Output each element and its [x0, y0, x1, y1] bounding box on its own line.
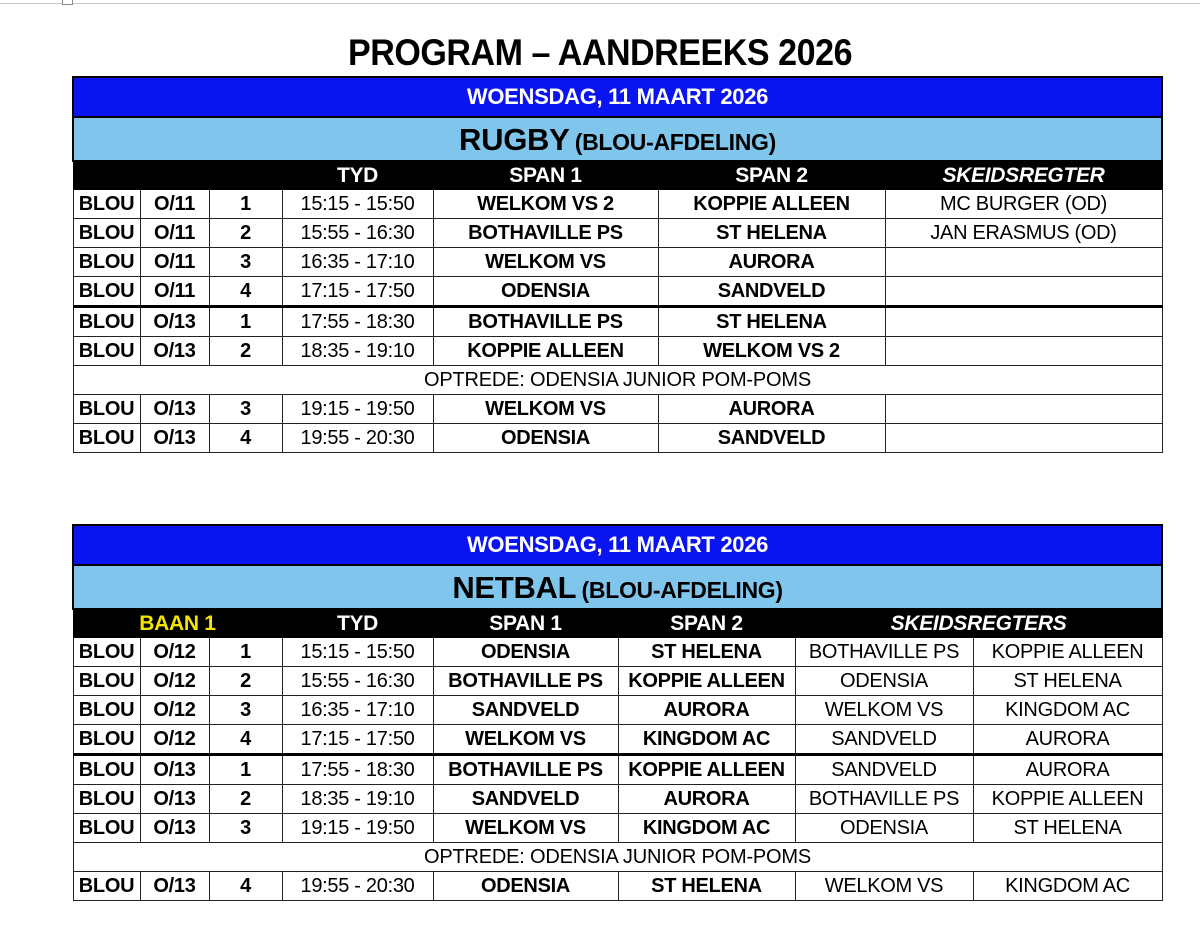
team1-cell: ODENSIA: [433, 638, 618, 667]
netball-division-label: (BLOU-AFDELING): [581, 576, 783, 603]
referee2-cell: ST HELENA: [973, 667, 1162, 696]
game-number-cell: 3: [209, 248, 282, 277]
team1-cell: WELKOM VS: [433, 248, 658, 277]
age-group-cell: O/11: [140, 190, 209, 219]
time-cell: 19:55 - 20:30: [282, 872, 433, 901]
division-cell: BLOU: [73, 395, 140, 424]
rugby-header-time: TYD: [282, 161, 433, 190]
referee-cell: [885, 395, 1162, 424]
age-group-cell: O/13: [140, 785, 209, 814]
table-row: [73, 424, 1162, 453]
referee2-cell: AURORA: [973, 725, 1162, 755]
game-number-cell: 3: [209, 696, 282, 725]
referee1-cell: WELKOM VS: [795, 696, 973, 725]
netball-header-row: [73, 609, 1162, 638]
division-cell: BLOU: [73, 725, 140, 755]
age-group-cell: O/12: [140, 725, 209, 755]
team2-cell: KINGDOM AC: [618, 725, 795, 755]
table-row: [73, 785, 1162, 814]
team2-cell: ST HELENA: [618, 872, 795, 901]
netball-schedule-table: [72, 524, 1163, 901]
time-cell: 16:35 - 17:10: [282, 248, 433, 277]
referee-cell: JAN ERASMUS (OD): [885, 219, 1162, 248]
team2-cell: KOPPIE ALLEEN: [658, 190, 885, 219]
time-cell: 15:55 - 16:30: [282, 667, 433, 696]
time-cell: 16:35 - 17:10: [282, 696, 433, 725]
time-cell: 17:55 - 18:30: [282, 755, 433, 785]
team1-cell: BOTHAVILLE PS: [433, 667, 618, 696]
age-group-cell: O/13: [140, 814, 209, 843]
team2-cell: AURORA: [658, 248, 885, 277]
text-boundary-marker: [62, 0, 73, 5]
division-cell: BLOU: [73, 785, 140, 814]
rugby-sport-row: [73, 117, 1162, 161]
table-row: [73, 248, 1162, 277]
team1-cell: SANDVELD: [433, 785, 618, 814]
table-row: [73, 667, 1162, 696]
referee1-cell: WELKOM VS: [795, 872, 973, 901]
table-row: [73, 872, 1162, 901]
referee-cell: [885, 248, 1162, 277]
referee1-cell: SANDVELD: [795, 725, 973, 755]
team2-cell: KOPPIE ALLEEN: [618, 755, 795, 785]
rugby-header-row: [73, 161, 1162, 190]
page-title: PROGRAM – AANDREEKS 2026: [347, 32, 853, 73]
game-number-cell: 4: [209, 277, 282, 307]
team2-cell: ST HELENA: [658, 219, 885, 248]
rugby-sport-name: RUGBY: [459, 121, 570, 157]
division-cell: BLOU: [73, 755, 140, 785]
game-number-cell: 4: [209, 424, 282, 453]
division-cell: BLOU: [73, 190, 140, 219]
team1-cell: WELKOM VS: [433, 725, 618, 755]
age-group-cell: O/13: [140, 755, 209, 785]
game-number-cell: 2: [209, 785, 282, 814]
referee2-cell: KINGDOM AC: [973, 872, 1162, 901]
table-row: [73, 307, 1162, 337]
rugby-performance-row: [73, 366, 1162, 395]
time-cell: 19:15 - 19:50: [282, 814, 433, 843]
game-number-cell: 1: [209, 638, 282, 667]
table-row: [73, 219, 1162, 248]
referee2-cell: KOPPIE ALLEEN: [973, 785, 1162, 814]
age-group-cell: O/12: [140, 696, 209, 725]
game-number-cell: 2: [209, 337, 282, 366]
time-cell: 18:35 - 19:10: [282, 785, 433, 814]
rugby-date: WOENSDAG, 11 MAART 2026: [73, 77, 1162, 117]
rugby-division-label: (BLOU-AFDELING): [574, 128, 776, 155]
netball-sport-name: NETBAL: [452, 569, 577, 605]
team1-cell: ODENSIA: [433, 277, 658, 307]
time-cell: 15:15 - 15:50: [282, 190, 433, 219]
game-number-cell: 3: [209, 814, 282, 843]
division-cell: BLOU: [73, 337, 140, 366]
time-cell: 17:15 - 17:50: [282, 725, 433, 755]
referee-cell: [885, 277, 1162, 307]
team2-cell: ST HELENA: [658, 307, 885, 337]
netball-performance-row: [73, 843, 1162, 872]
rugby-date-row: [73, 77, 1162, 117]
team2-cell: KINGDOM AC: [618, 814, 795, 843]
division-cell: BLOU: [73, 219, 140, 248]
netball-header-referees: SKEIDSREGTERS: [795, 609, 1162, 638]
age-group-cell: O/11: [140, 219, 209, 248]
table-row: [73, 725, 1162, 755]
division-cell: BLOU: [73, 667, 140, 696]
table-row: [73, 755, 1162, 785]
team2-cell: SANDVELD: [658, 277, 885, 307]
game-number-cell: 1: [209, 755, 282, 785]
netball-header-court: BAAN 1: [73, 609, 282, 638]
age-group-cell: O/11: [140, 248, 209, 277]
netball-header-team2: SPAN 2: [618, 609, 795, 638]
time-cell: 17:15 - 17:50: [282, 277, 433, 307]
netball-date: WOENSDAG, 11 MAART 2026: [73, 525, 1162, 565]
rugby-header-referee: SKEIDSREGTER: [885, 161, 1162, 190]
performance-note: OPTREDE: ODENSIA JUNIOR POM-POMS: [73, 366, 1162, 395]
division-cell: BLOU: [73, 814, 140, 843]
rugby-header-team2: SPAN 2: [658, 161, 885, 190]
team1-cell: WELKOM VS 2: [433, 190, 658, 219]
table-row: [73, 277, 1162, 307]
team1-cell: SANDVELD: [433, 696, 618, 725]
game-number-cell: 4: [209, 872, 282, 901]
age-group-cell: O/12: [140, 667, 209, 696]
table-row: [73, 337, 1162, 366]
table-row: [73, 638, 1162, 667]
rugby-header-blank: [73, 161, 282, 190]
game-number-cell: 4: [209, 725, 282, 755]
referee-cell: [885, 307, 1162, 337]
division-cell: BLOU: [73, 638, 140, 667]
division-cell: BLOU: [73, 424, 140, 453]
team1-cell: KOPPIE ALLEEN: [433, 337, 658, 366]
division-cell: BLOU: [73, 872, 140, 901]
rugby-schedule-table: [72, 76, 1163, 453]
time-cell: 19:55 - 20:30: [282, 424, 433, 453]
team2-cell: AURORA: [618, 785, 795, 814]
team1-cell: ODENSIA: [433, 872, 618, 901]
netball-sport-cell: [73, 565, 1162, 609]
referee2-cell: AURORA: [973, 755, 1162, 785]
team2-cell: AURORA: [618, 696, 795, 725]
document-top-border: [0, 0, 1200, 4]
age-group-cell: O/13: [140, 307, 209, 337]
team1-cell: BOTHAVILLE PS: [433, 307, 658, 337]
game-number-cell: 1: [209, 190, 282, 219]
netball-date-row: [73, 525, 1162, 565]
time-cell: 15:55 - 16:30: [282, 219, 433, 248]
referee1-cell: ODENSIA: [795, 667, 973, 696]
netball-sport-row: [73, 565, 1162, 609]
division-cell: BLOU: [73, 248, 140, 277]
team2-cell: ST HELENA: [618, 638, 795, 667]
age-group-cell: O/13: [140, 395, 209, 424]
team1-cell: WELKOM VS: [433, 395, 658, 424]
netball-header-time: TYD: [282, 609, 433, 638]
team1-cell: WELKOM VS: [433, 814, 618, 843]
time-cell: 19:15 - 19:50: [282, 395, 433, 424]
referee2-cell: KOPPIE ALLEEN: [973, 638, 1162, 667]
referee1-cell: ODENSIA: [795, 814, 973, 843]
team2-cell: SANDVELD: [658, 424, 885, 453]
table-row: [73, 395, 1162, 424]
age-group-cell: O/12: [140, 638, 209, 667]
age-group-cell: O/13: [140, 872, 209, 901]
netball-header-team1: SPAN 1: [433, 609, 618, 638]
team1-cell: ODENSIA: [433, 424, 658, 453]
age-group-cell: O/11: [140, 277, 209, 307]
age-group-cell: O/13: [140, 424, 209, 453]
team2-cell: KOPPIE ALLEEN: [618, 667, 795, 696]
team1-cell: BOTHAVILLE PS: [433, 755, 618, 785]
game-number-cell: 2: [209, 219, 282, 248]
age-group-cell: O/13: [140, 337, 209, 366]
table-row: [73, 814, 1162, 843]
team2-cell: AURORA: [658, 395, 885, 424]
game-number-cell: 3: [209, 395, 282, 424]
referee2-cell: ST HELENA: [973, 814, 1162, 843]
referee2-cell: KINGDOM AC: [973, 696, 1162, 725]
table-row: [73, 696, 1162, 725]
game-number-cell: 2: [209, 667, 282, 696]
referee1-cell: SANDVELD: [795, 755, 973, 785]
time-cell: 18:35 - 19:10: [282, 337, 433, 366]
rugby-header-team1: SPAN 1: [433, 161, 658, 190]
game-number-cell: 1: [209, 307, 282, 337]
referee1-cell: BOTHAVILLE PS: [795, 638, 973, 667]
division-cell: BLOU: [73, 696, 140, 725]
time-cell: 17:55 - 18:30: [282, 307, 433, 337]
referee1-cell: BOTHAVILLE PS: [795, 785, 973, 814]
referee-cell: [885, 424, 1162, 453]
team2-cell: WELKOM VS 2: [658, 337, 885, 366]
division-cell: BLOU: [73, 277, 140, 307]
rugby-sport-cell: [73, 117, 1162, 161]
table-row: [73, 190, 1162, 219]
team1-cell: BOTHAVILLE PS: [433, 219, 658, 248]
time-cell: 15:15 - 15:50: [282, 638, 433, 667]
performance-note: OPTREDE: ODENSIA JUNIOR POM-POMS: [73, 843, 1162, 872]
referee-cell: MC BURGER (OD): [885, 190, 1162, 219]
division-cell: BLOU: [73, 307, 140, 337]
referee-cell: [885, 337, 1162, 366]
